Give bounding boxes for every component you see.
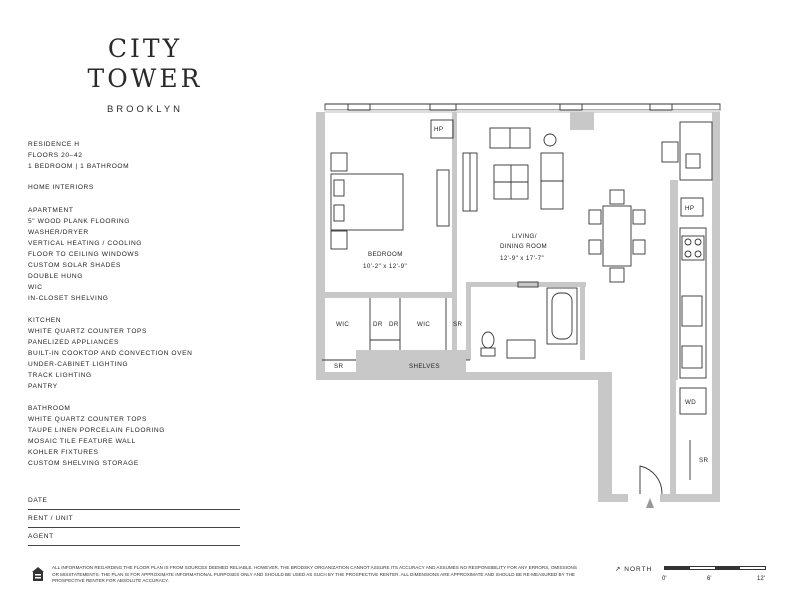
logo-city: CITY	[107, 34, 183, 63]
disclaimer: ALL INFORMATION REGARDING THE FLOOR PLAN IS FROM SOURCES DEEMED RELIABLE. HOWEVER, THE BRODSKY ORGANIZATION CANNOT ASSURE ITS ACCURACY AND ASSUMES NO RESPONSIBILITY FOR ANY ERRORS, OMISSIONS OR MISSTATEMENTS. THE PLAN IS FOR APPROXIMATE INFORMATIONAL PURPOSES ONLY AND SHOULD BE USED AS SUCH BY THE PROSPECTIVE RENTER. ALL DIMENSIONS ARE APPROXIMATE AND SHOULD BE RE-MEASURED BY THE PROSPECTIVE RENTER FOR ABSOLUTE ACCURACY.	[52, 565, 577, 584]
wic-label: WIC	[336, 321, 350, 328]
home-interiors-heading: HOME INTERIORS	[28, 184, 94, 191]
feature-item: CUSTOM SOLAR SHADES	[28, 262, 121, 269]
north-label: NORTH	[624, 566, 653, 573]
kitchen-heading: KITCHEN	[28, 317, 62, 324]
shelves-label: SHELVES	[409, 363, 440, 370]
hp-label: HP	[434, 126, 444, 133]
feature-item: WASHER/DRYER	[28, 229, 89, 236]
feature-item: BUILT-IN COOKTOP AND CONVECTION OVEN	[28, 350, 193, 357]
scale-segment	[715, 567, 740, 569]
feature-item: FLOOR TO CEILING WINDOWS	[28, 251, 140, 258]
scale-label-6: 6'	[707, 576, 712, 582]
logo-location: BROOKLYN	[106, 104, 184, 115]
residence-name: RESIDENCE H	[28, 141, 80, 148]
feature-item: IN-CLOSET SHELVING	[28, 295, 109, 302]
living-label: LIVING/	[512, 233, 537, 240]
feature-item: WHITE QUARTZ COUNTER TOPS	[28, 416, 148, 423]
sr-label: SR	[699, 457, 709, 464]
feature-item: KOHLER FIXTURES	[28, 449, 99, 456]
feature-item: 5" WOOD PLANK FLOORING	[28, 218, 131, 225]
scale-segment	[665, 567, 690, 569]
wic-label: WIC	[417, 321, 431, 328]
north-arrow-icon: ↗	[615, 566, 622, 573]
feature-item: CUSTOM SHELVING STORAGE	[28, 460, 139, 467]
feature-item: PANELIZED APPLIANCES	[28, 339, 120, 346]
agent-label: AGENT	[28, 533, 54, 540]
feature-item: WHITE QUARTZ COUNTER TOPS	[28, 328, 148, 335]
hp-label: HP	[685, 205, 695, 212]
logo-tower: TOWER	[87, 64, 203, 93]
feature-item: PANTRY	[28, 383, 58, 390]
feature-item: UNDER-CABINET LIGHTING	[28, 361, 129, 368]
dr-label: DR	[373, 321, 383, 328]
equal-housing-icon	[31, 566, 45, 582]
feature-item: MOSAIC TILE FEATURE WALL	[28, 438, 136, 445]
feature-item: TAUPE LINEN PORCELAIN FLOORING	[28, 427, 165, 434]
bedroom-dimensions: 10'-2" x 12'-9"	[363, 263, 408, 270]
residence-floors: FLOORS 20–42	[28, 152, 83, 159]
dr-label: DR	[389, 321, 399, 328]
sr-label: SR	[453, 321, 463, 328]
feature-item: WIC	[28, 284, 43, 291]
wd-label: WD	[685, 399, 697, 406]
living-dimensions: 12'-9" x 17'-7"	[500, 255, 545, 262]
scale-label-0: 0'	[662, 576, 667, 582]
date-label: DATE	[28, 497, 48, 504]
residence-layout: 1 BEDROOM | 1 BATHROOM	[28, 163, 130, 170]
feature-item: DOUBLE HUNG	[28, 273, 83, 280]
feature-item: VERTICAL HEATING / COOLING	[28, 240, 143, 247]
feature-item: TRACK LIGHTING	[28, 372, 92, 379]
apartment-heading: APARTMENT	[28, 207, 74, 214]
dining-label: DINING ROOM	[500, 243, 548, 250]
north-indicator	[615, 565, 652, 573]
bathroom-heading: BATHROOM	[28, 405, 71, 412]
scale-bar	[664, 566, 766, 570]
scale-label-12: 12'	[757, 576, 765, 582]
sr-label: SR	[334, 363, 344, 370]
rent-unit-label: RENT / UNIT	[28, 515, 74, 522]
bedroom-label: BEDROOM	[368, 251, 403, 258]
